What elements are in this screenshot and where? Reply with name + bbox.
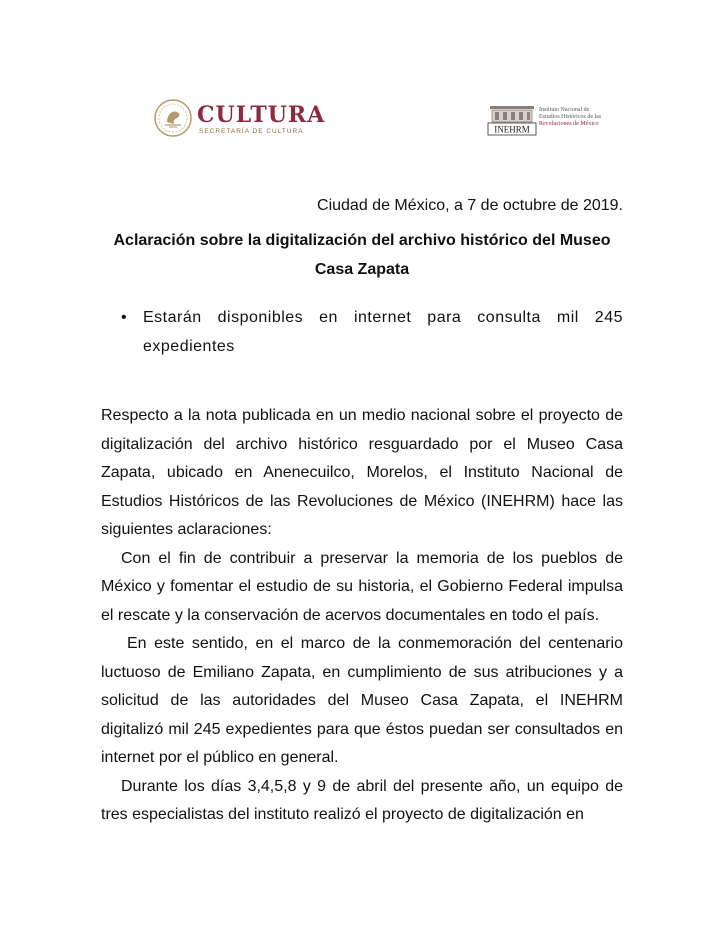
inehrm-line-1: Instituto Nacional de	[539, 107, 590, 113]
cultura-logo-name: CULTURA	[197, 102, 326, 128]
date-line: Ciudad de México, a 7 de octubre de 2019.	[317, 197, 623, 214]
inehrm-logo	[487, 102, 627, 136]
inehrm-building-icon	[487, 102, 537, 136]
bullet-icon: •	[121, 309, 128, 326]
inehrm-line-3: Revoluciones de México	[539, 121, 599, 127]
highlights-list	[101, 304, 623, 361]
document-body	[101, 190, 623, 830]
cultura-logo	[153, 98, 326, 142]
bullet-text: Estarán disponibles en internet para consulta mil 245 expedientes	[143, 309, 623, 355]
document-title: Aclaración sobre la digitalización del archivo histórico del Museo Casa Zapata	[113, 232, 611, 278]
list-item	[101, 304, 623, 361]
paragraph-intro: Respecto a la nota publicada en un medio nacional sobre el proyecto de digitalización del archivo histórico resguardado por el Museo Casa Zapata, ubicado en Anenecuilco, Morelos, el Instituto Nacional de Estudios Históricos de las Revoluciones de México (INEHRM) hace las siguientes aclaraciones:	[101, 407, 623, 538]
paragraph-dates: Durante los días 3,4,5,8 y 9 de abril del presente año, un equipo de tres especialistas del instituto realizó el proyecto de digitalización en	[101, 777, 623, 823]
paragraph-digitization: En este sentido, en el marco de la conmemoración del centenario luctuoso de Emiliano Zapata, en cumplimiento de sus atribuciones y a solicitud de las autoridades del Museo Casa Zapata, el INEHRM digitalizó mil 245 expedientes para que éstos puedan ser consultados en internet por el público en general.	[101, 635, 623, 766]
mexican-seal-icon	[153, 98, 193, 138]
cultura-logo-subtitle: SECRETARÍA DE CULTURA	[199, 128, 304, 135]
inehrm-line-2: Estudios Históricos de las	[539, 114, 602, 120]
paragraph-context: Con el fin de contribuir a preservar la memoria de los pueblos de México y fomentar el estudio de su historia, el Gobierno Federal impulsa el rescate y la conservación de acervos documentales en todo el país.	[101, 549, 623, 624]
inehrm-abbreviation: INEHRM	[494, 124, 530, 135]
inehrm-logo-text	[539, 107, 601, 128]
